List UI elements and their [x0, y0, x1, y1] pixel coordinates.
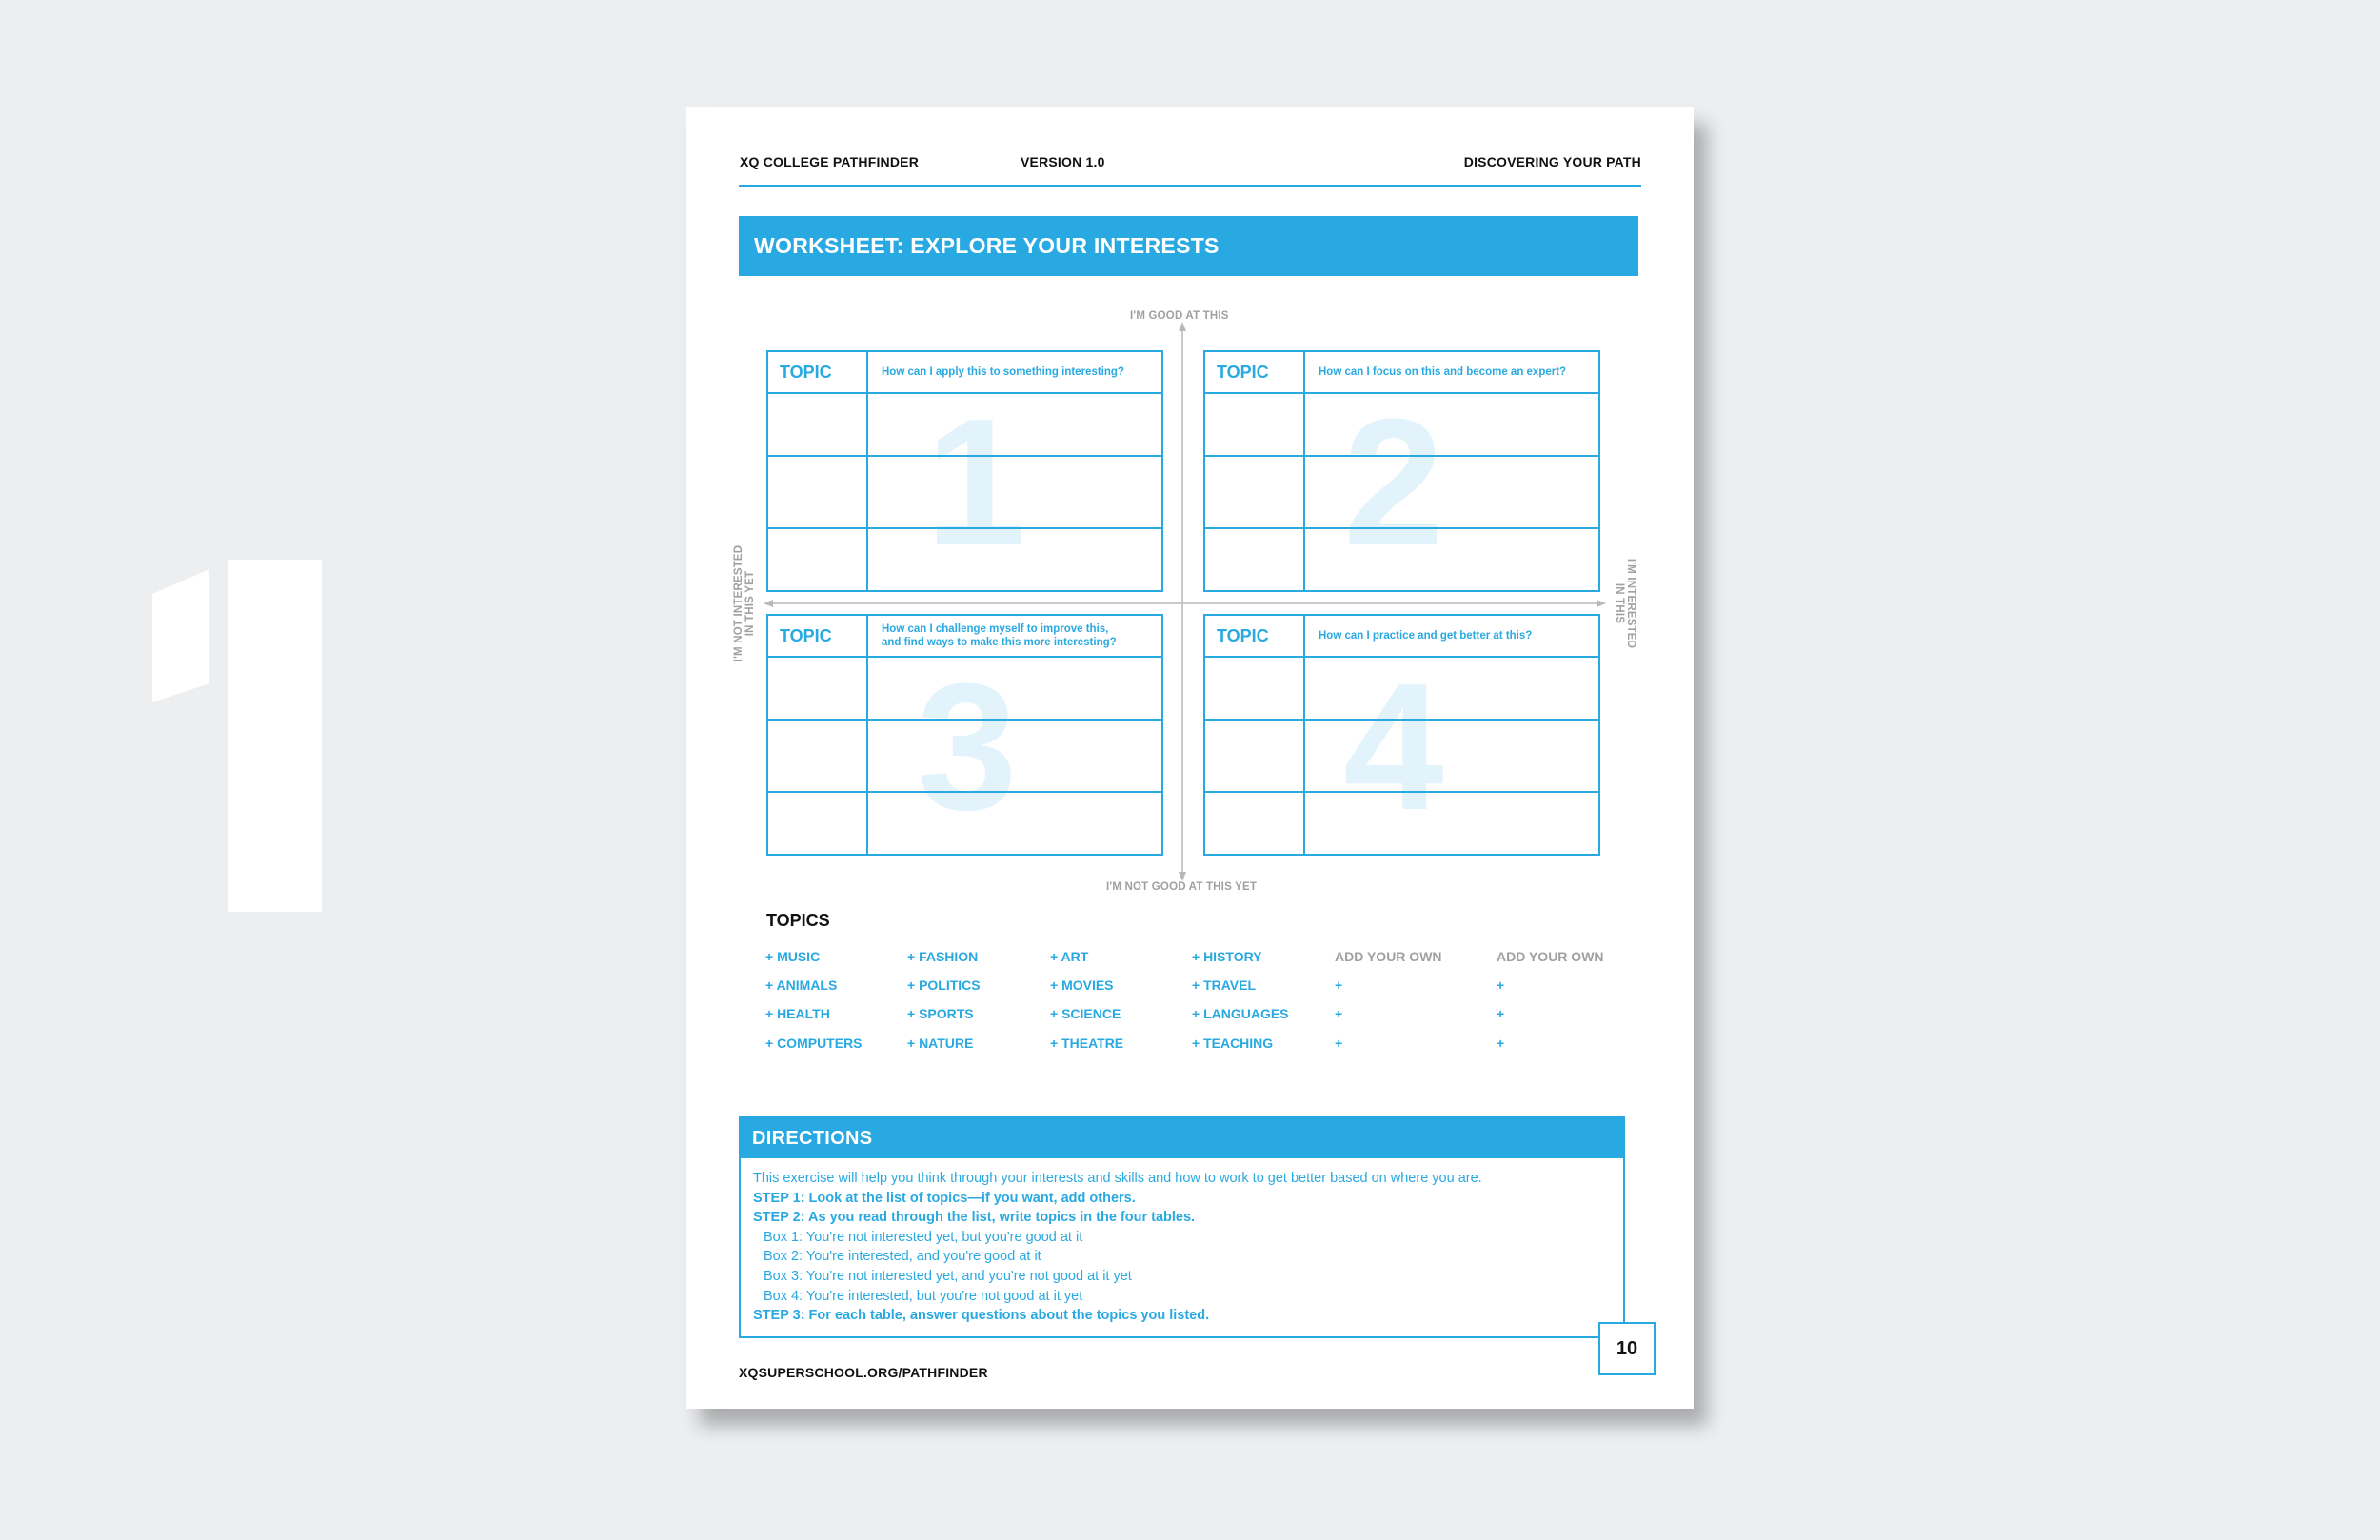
topic-item: + TRAVEL: [1192, 977, 1257, 993]
topic-cell[interactable]: [767, 456, 867, 528]
directions-box: [739, 1116, 1625, 1338]
topic-item: + ANIMALS: [765, 977, 838, 993]
quadrant-question: How can I practice and get better at this?: [1304, 615, 1599, 657]
directions-box-3: Box 3: You're not interested yet, and you're not good at it yet: [764, 1268, 1132, 1284]
add-topic-slot[interactable]: +: [1335, 1006, 1343, 1021]
add-topic-slot[interactable]: +: [1497, 1006, 1505, 1021]
topic-item: + FASHION: [907, 949, 979, 964]
topic-cell[interactable]: [767, 657, 867, 720]
topic-header: TOPIC: [767, 615, 867, 657]
quadrant-question: How can I focus on this and become an expert?: [1304, 351, 1599, 393]
header-version: VERSION 1.0: [1021, 154, 1105, 169]
topic-item: + THEATRE: [1050, 1036, 1124, 1051]
answer-cell[interactable]: [1304, 528, 1599, 591]
topic-cell[interactable]: [767, 528, 867, 591]
topic-item: + SPORTS: [907, 1006, 974, 1021]
quadrant-table-3: [766, 614, 1163, 856]
add-topic-slot[interactable]: +: [1335, 1036, 1343, 1051]
page-title: WORKSHEET: EXPLORE YOUR INTERESTS: [754, 233, 1220, 258]
answer-cell[interactable]: [867, 528, 1162, 591]
topic-cell[interactable]: [767, 720, 867, 792]
topic-cell[interactable]: [1204, 393, 1304, 456]
background-digit-one: [152, 560, 571, 912]
topic-item: + SCIENCE: [1050, 1006, 1121, 1021]
answer-cell[interactable]: [1304, 792, 1599, 855]
topic-header: TOPIC: [767, 351, 867, 393]
topic-cell[interactable]: [767, 393, 867, 456]
topic-header: TOPIC: [1204, 615, 1304, 657]
answer-cell[interactable]: [867, 720, 1162, 792]
add-your-own-label: ADD YOUR OWN: [1497, 949, 1604, 964]
topic-item: + LANGUAGES: [1192, 1006, 1289, 1021]
topic-item: + NATURE: [907, 1036, 974, 1051]
page-number: 10: [1598, 1322, 1656, 1375]
topic-item: + HISTORY: [1192, 949, 1262, 964]
answer-cell[interactable]: [867, 393, 1162, 456]
header-right: DISCOVERING YOUR PATH: [1463, 154, 1641, 169]
topic-cell[interactable]: [1204, 456, 1304, 528]
topic-item: + ART: [1050, 949, 1089, 964]
topic-cell[interactable]: [1204, 528, 1304, 591]
directions-step-1: STEP 1: Look at the list of topics—if you want, add others.: [753, 1190, 1136, 1206]
directions-intro: This exercise will help you think through your interests and skills and how to work to get better based on where you are.: [753, 1171, 1482, 1186]
worksheet-page: XQ COLLEGE PATHFINDER VERSION 1.0 DISCOVERING YOUR PATH WORKSHEET: EXPLORE YOUR INTERESTS I'M GOOD AT THIS I'M NOT GOOD AT THIS YET I'M NOT INTERESTED IN THIS YET I'M INTERESTED IN THIS 1 2 3 4 TOPIC How can I apply this to something interesting? TOPIC How can I focus on this and become an expert? TOPIC How can I challenge myself to improve this, and find ways to make this more interesting? TOPIC How can I practice and get better at this? TOPICS + MUSIC + ANIMALS + HEALTH + COMPUTERS + FASHION + POLITICS + SPORTS + NATURE + ART + MOVIES + SCIENCE + THEATRE + HISTORY + TRAVEL + LANGUAGES + TEACHING ADD YOUR OWN + + + ADD YOUR OWN + + + DIRECTIONS This exercise will help you think through your interests and skills and how to work to get better based on where you are. STEP 1: Look at the list of topics—if you want, add others. STEP 2: As you read through the list, write topics in the four tables. Box 1: You're not interested yet, but you're good at it Box 2: You're interested, and you're good at it Box 3: You're not interested yet, and you're not good at it yet Box 4: You're interested, but you're not good at it yet STEP 3: For each table, answer questions about the topics you listed. 10 XQSUPERSCHOOL.ORG/PATHFINDER: [686, 107, 1694, 1409]
quadrant-table-2: [1203, 350, 1600, 592]
topic-cell[interactable]: [1204, 657, 1304, 720]
add-topic-slot[interactable]: +: [1497, 1036, 1505, 1051]
directions-title: DIRECTIONS: [752, 1127, 873, 1149]
axis-label-top: I'M GOOD AT THIS: [1130, 310, 1229, 322]
directions-header: [741, 1118, 1623, 1158]
add-your-own-label: ADD YOUR OWN: [1335, 949, 1442, 964]
topic-item: + MUSIC: [765, 949, 821, 964]
answer-cell[interactable]: [1304, 456, 1599, 528]
answer-cell[interactable]: [1304, 720, 1599, 792]
quadrant-table-4: [1203, 614, 1600, 856]
answer-cell[interactable]: [867, 657, 1162, 720]
topic-cell[interactable]: [1204, 720, 1304, 792]
footer-url: XQSUPERSCHOOL.ORG/PATHFINDER: [739, 1365, 988, 1380]
quadrant-number-4: 4: [1343, 646, 1444, 848]
quadrant-table-1: [766, 350, 1163, 592]
directions-box-4: Box 4: You're interested, but you're not good at it yet: [764, 1288, 1083, 1304]
directions-step-2: STEP 2: As you read through the list, write topics in the four tables.: [753, 1210, 1196, 1226]
answer-cell[interactable]: [867, 792, 1162, 855]
directions-step-3: STEP 3: For each table, answer questions about the topics you listed.: [753, 1308, 1210, 1324]
quadrant-question: How can I apply this to something interesting?: [867, 351, 1162, 393]
axis-label-bottom: I'M NOT GOOD AT THIS YET: [1106, 881, 1258, 893]
topic-item: + MOVIES: [1050, 977, 1114, 993]
directions-box-1: Box 1: You're not interested yet, but you're good at it: [764, 1229, 1083, 1245]
header-left: XQ COLLEGE PATHFINDER: [740, 154, 920, 169]
answer-cell[interactable]: [1304, 657, 1599, 720]
add-topic-slot[interactable]: +: [1497, 977, 1505, 993]
quadrant-question: How can I challenge myself to improve this, and find ways to make this more interesting?: [867, 615, 1162, 657]
topics-title: TOPICS: [766, 911, 830, 930]
directions-body: [753, 1169, 1614, 1326]
quadrant-number-1: 1: [925, 382, 1026, 583]
add-topic-slot[interactable]: +: [1335, 977, 1343, 993]
quadrant-number-3: 3: [917, 646, 1018, 848]
topic-item: + HEALTH: [765, 1006, 830, 1021]
directions-box-2: Box 2: You're interested, and you're good at it: [764, 1249, 1041, 1265]
quadrant-number-2: 2: [1343, 382, 1444, 583]
topic-header: TOPIC: [1204, 351, 1304, 393]
topic-item: + TEACHING: [1192, 1036, 1274, 1051]
topic-cell[interactable]: [1204, 792, 1304, 855]
topic-item: + POLITICS: [907, 977, 981, 993]
answer-cell[interactable]: [867, 456, 1162, 528]
topic-cell[interactable]: [767, 792, 867, 855]
topic-item: + COMPUTERS: [765, 1036, 863, 1051]
answer-cell[interactable]: [1304, 393, 1599, 456]
